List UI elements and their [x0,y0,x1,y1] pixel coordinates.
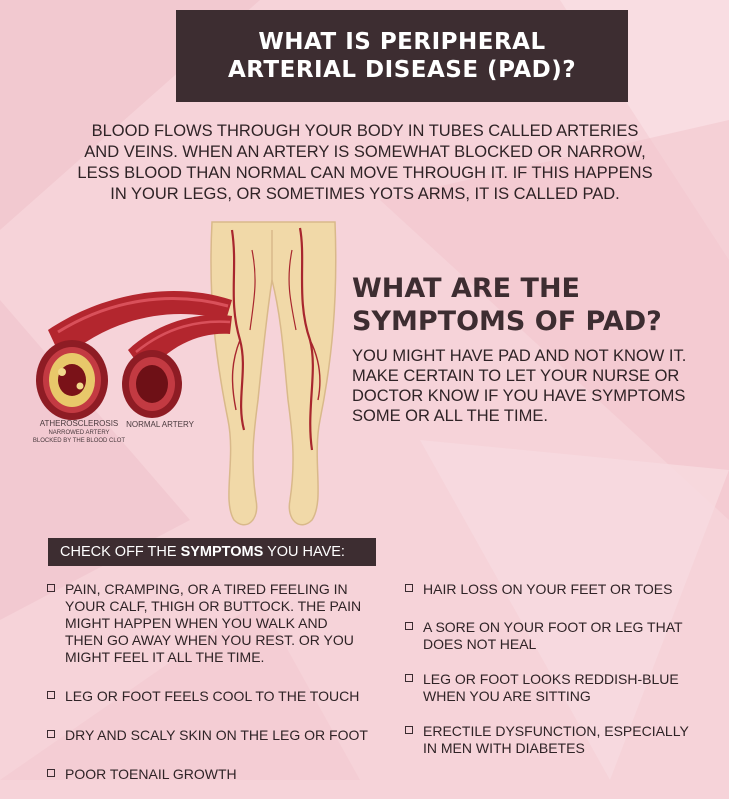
checklist-item [405,619,705,653]
title-line-2: ARTERIAL DISEASE (PAD)? [227,57,577,83]
item-line: LEG OR FOOT LOOKS REDDISH-BLUE [423,671,679,687]
checkbox[interactable] [47,769,55,777]
legs-image [211,222,336,525]
symptoms-heading-line-1: WHAT ARE THE [352,273,580,304]
item-line: MIGHT FEEL IT ALL THE TIME. [65,649,265,665]
narrowed-artery-label: NARROWED ARTERY [48,430,110,436]
checklist-right-column [405,581,705,773]
symptoms-paragraph [352,346,722,426]
blocked-clot-label: BLOCKED BY THE BLOOD CLOT [32,438,126,444]
item-line: MIGHT HAPPEN WHEN YOU WALK AND [65,615,328,631]
symptoms-line: DOCTOR KNOW IF YOU HAVE SYMPTOMS [352,387,686,405]
symptoms-heading-line-2: SYMPTOMS OF PAD? [352,306,662,337]
item-line: THEN GO AWAY WHEN YOU REST. OR YOU [65,632,354,648]
checkbox[interactable] [405,622,413,630]
symptoms-line: YOU MIGHT HAVE PAD AND NOT KNOW IT. [352,347,687,365]
item-line: HAIR LOSS ON YOUR FEET OR TOES [423,581,673,597]
checklist-header [48,538,376,566]
item-line: LEG OR FOOT FEELS COOL TO THE TOUCH [65,688,360,704]
checklist-header-post: YOU HAVE: [263,544,345,560]
checklist-left-column [47,581,387,799]
normal-artery-label: NORMAL ARTERY [126,420,194,429]
item-line: ERECTILE DYSFUNCTION, ESPECIALLY [423,723,689,739]
atherosclerosis-title: ATHEROSCLEROSIS [39,419,119,428]
symptoms-line: MAKE CERTAIN TO LET YOUR NURSE OR [352,367,680,385]
checklist-item [47,766,387,783]
intro-line: BLOOD FLOWS THROUGH YOUR BODY IN TUBES CALLED ARTERIES [91,122,639,140]
intro-line: IN YOUR LEGS, OR SOMETIMES YOTS ARMS, IT IS CALLED PAD. [110,185,620,203]
checkbox[interactable] [47,691,55,699]
atherosclerosis-label [24,419,134,445]
checklist-header-pre: CHECK OFF THE [60,544,181,560]
checklist-item [405,581,705,598]
checkbox[interactable] [405,584,413,592]
checkbox[interactable] [405,674,413,682]
checklist-item [47,727,387,744]
item-line: DOES NOT HEAL [423,636,537,652]
intro-line: AND VEINS. WHEN AN ARTERY IS SOMEWHAT BLOCKED OR NARROW, [84,143,646,161]
item-line: DRY AND SCALY SKIN ON THE LEG OR FOOT [65,727,368,743]
checkbox[interactable] [405,726,413,734]
symptoms-heading [352,272,712,338]
item-line: POOR TOENAIL GROWTH [65,766,237,782]
checklist-item [47,688,387,705]
item-line: IN MEN WITH DIABETES [423,740,585,756]
checklist-item [405,671,705,705]
item-line: PAIN, CRAMPING, OR A TIRED FEELING IN [65,581,348,597]
item-line: A SORE ON YOUR FOOT OR LEG THAT [423,619,683,635]
checkbox[interactable] [47,730,55,738]
title-line-1: WHAT IS PERIPHERAL [258,29,546,55]
intro-line: LESS BLOOD THAN NORMAL CAN MOVE THROUGH IT. IF THIS HAPPENS [77,164,653,182]
checklist-header-bold: SYMPTOMS [180,544,264,560]
item-line: YOUR CALF, THIGH OR BUTTOCK. THE PAIN [65,598,362,614]
normal-artery-image [122,315,232,418]
checklist-item [405,723,705,757]
checklist-item [47,581,387,666]
symptoms-line: SOME OR ALL THE TIME. [352,407,548,425]
item-line: WHEN YOU ARE SITTING [423,688,591,704]
checkbox[interactable] [47,584,55,592]
